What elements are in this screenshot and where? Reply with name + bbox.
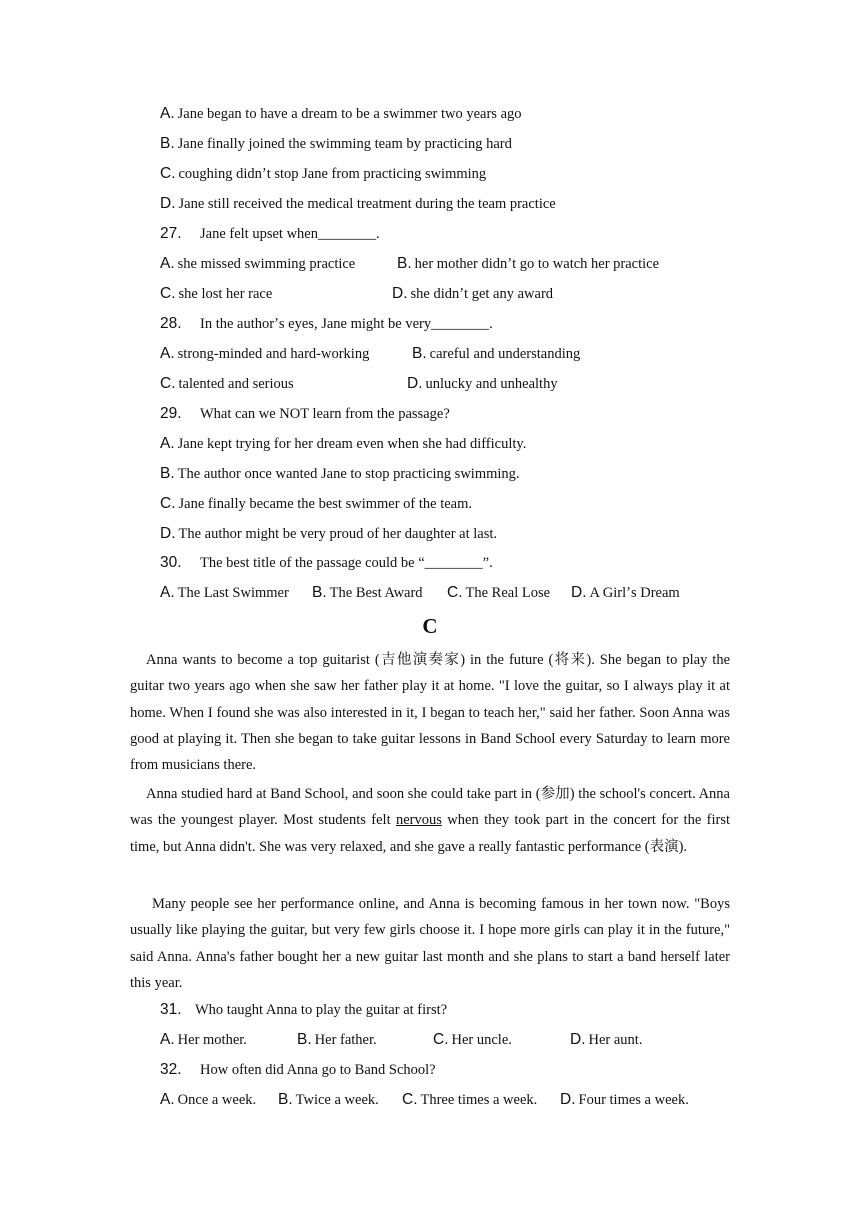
question-number: 27. <box>160 225 182 242</box>
option-letter: B. <box>297 1031 312 1048</box>
option-text: she missed swimming practice <box>177 256 356 272</box>
question-number: 30. <box>160 554 182 571</box>
option-text: The Real Lose <box>465 585 551 601</box>
q32-option-b <box>278 1090 379 1110</box>
option-text: careful and understanding <box>429 346 581 362</box>
option-letter: C. <box>160 165 176 182</box>
option-text: The author once wanted Jane to stop practicing swimming. <box>177 466 520 482</box>
q30-option-a <box>160 583 289 603</box>
question-29 <box>160 404 450 424</box>
q27-option-b <box>397 254 659 274</box>
option-letter: B. <box>160 135 175 152</box>
q30-option-b <box>312 583 423 603</box>
option-letter: C. <box>160 285 176 302</box>
question-number: 31. <box>160 1001 182 1018</box>
option-text: Jane still received the medical treatment during the team practice <box>178 196 556 212</box>
option-text: Three times a week. <box>420 1092 538 1108</box>
option-text: A Girlʼs Dream <box>589 585 680 601</box>
q31-option-d <box>570 1030 642 1050</box>
option-text: Her father. <box>314 1032 377 1048</box>
option-text: Four times a week. <box>578 1092 689 1108</box>
q26-option-d <box>160 194 556 214</box>
option-letter: D. <box>571 584 587 601</box>
q27-option-d <box>392 284 553 304</box>
q30-option-d <box>571 583 680 603</box>
q26-option-b <box>160 134 512 154</box>
q32-option-a <box>160 1090 256 1110</box>
question-text: The best title of the passage could be “________”. <box>200 555 493 571</box>
option-text: The Best Award <box>329 585 423 601</box>
option-letter: D. <box>560 1091 576 1108</box>
option-letter: A. <box>160 1091 175 1108</box>
q28-option-c <box>160 374 294 394</box>
q29-option-a <box>160 434 526 454</box>
q29-option-b <box>160 464 520 484</box>
option-text: Jane began to have a dream to be a swimmer two years ago <box>177 106 522 122</box>
option-text: she lost her race <box>178 286 273 302</box>
option-text: The Last Swimmer <box>177 585 289 601</box>
option-letter: A. <box>160 345 175 362</box>
option-text: coughing didnʼt stop Jane from practicing swimming <box>178 166 487 182</box>
option-text: Twice a week. <box>295 1092 379 1108</box>
option-text: strong-minded and hard-working <box>177 346 370 362</box>
option-letter: A. <box>160 255 175 272</box>
option-letter: D. <box>407 375 423 392</box>
option-letter: C. <box>160 375 176 392</box>
option-text: talented and serious <box>178 376 294 392</box>
question-32 <box>160 1060 436 1080</box>
option-letter: A. <box>160 1031 175 1048</box>
option-letter: C. <box>402 1091 418 1108</box>
section-title: C <box>422 614 438 638</box>
q26-option-c <box>160 164 486 184</box>
option-letter: C. <box>433 1031 449 1048</box>
option-letter: A. <box>160 584 175 601</box>
question-number: 32. <box>160 1061 182 1078</box>
question-text: How often did Anna go to Band School? <box>200 1062 436 1078</box>
question-number: 28. <box>160 315 182 332</box>
question-27 <box>160 224 380 244</box>
question-text: What can we NOT learn from the passage? <box>200 406 450 422</box>
question-28 <box>160 314 493 334</box>
option-letter: C. <box>160 495 176 512</box>
option-letter: C. <box>447 584 463 601</box>
option-text: Her uncle. <box>451 1032 512 1048</box>
option-letter: A. <box>160 105 175 122</box>
question-31 <box>160 1000 447 1020</box>
option-letter: B. <box>312 584 327 601</box>
q31-option-a <box>160 1030 247 1050</box>
question-number: 29. <box>160 405 182 422</box>
option-letter: B. <box>412 345 427 362</box>
option-text: unlucky and unhealthy <box>425 376 558 392</box>
passage-text: Anna studied hard at Band School, and soon she could take part in (参加) the school's concert. Anna was the youngest player. Most students felt <box>130 786 730 829</box>
option-letter: A. <box>160 435 175 452</box>
q30-option-c <box>447 583 550 603</box>
option-letter: D. <box>160 525 176 542</box>
option-text: Her mother. <box>177 1032 247 1048</box>
question-30 <box>160 553 493 573</box>
option-letter: D. <box>570 1031 586 1048</box>
passage-paragraph-1: Anna wants to become a top guitarist (吉他演奏家) in the future (将来). She began to play the guitar two years ago when she saw her father play it at home. "I love the guitar, so I always play it at home. When I found she was also interested in it, I began to teach her," said her father. Soon Anna was good at playing it. Then she began to take guitar lessons in Band School every Saturday to learn more from musicians there. <box>130 652 730 774</box>
question-text: In the authorʼs eyes, Jane might be very________. <box>200 316 493 332</box>
q29-option-c <box>160 494 472 514</box>
question-text: Jane felt upset when________. <box>200 226 380 242</box>
passage-text: when they took part in the concert for the first time, but Anna didn't. She was very relaxed, and she gave a really fantastic performance (表演). <box>130 812 730 855</box>
q32-option-c <box>402 1090 537 1110</box>
passage-paragraph-3: Many people see her performance online, and Anna is becoming famous in her town now. "Boys usually like playing the guitar, but very few girls choose it. I hope more girls can play it in the future," said Anna. Anna's father bought her a new guitar last month and she plans to start a band herself later this year. <box>130 896 730 991</box>
option-letter: B. <box>278 1091 293 1108</box>
q28-option-d <box>407 374 558 394</box>
option-text: Once a week. <box>177 1092 257 1108</box>
option-text: her mother didnʼt go to watch her practice <box>414 256 660 272</box>
option-text: she didnʼt get any award <box>410 286 554 302</box>
option-text: Jane finally joined the swimming team by practicing hard <box>177 136 512 152</box>
underlined-word: nervous <box>395 812 442 829</box>
option-letter: D. <box>392 285 408 302</box>
option-letter: B. <box>160 465 175 482</box>
option-text: Jane kept trying for her dream even when she had difficulty. <box>177 436 527 452</box>
option-letter: B. <box>397 255 412 272</box>
option-text: Jane finally became the best swimmer of the team. <box>178 496 473 512</box>
q26-option-a <box>160 104 522 124</box>
q31-option-b <box>297 1030 377 1050</box>
q28-option-a <box>160 344 369 364</box>
q32-option-d <box>560 1090 689 1110</box>
q28-option-b <box>412 344 580 364</box>
question-text: Who taught Anna to play the guitar at first? <box>195 1002 448 1018</box>
option-letter: D. <box>160 195 176 212</box>
q27-option-c <box>160 284 272 304</box>
option-text: The author might be very proud of her daughter at last. <box>178 526 497 542</box>
q31-option-c <box>433 1030 512 1050</box>
q29-option-d <box>160 524 497 544</box>
passage-paragraph-2 <box>130 781 730 860</box>
option-text: Her aunt. <box>588 1032 643 1048</box>
q27-option-a <box>160 254 355 274</box>
